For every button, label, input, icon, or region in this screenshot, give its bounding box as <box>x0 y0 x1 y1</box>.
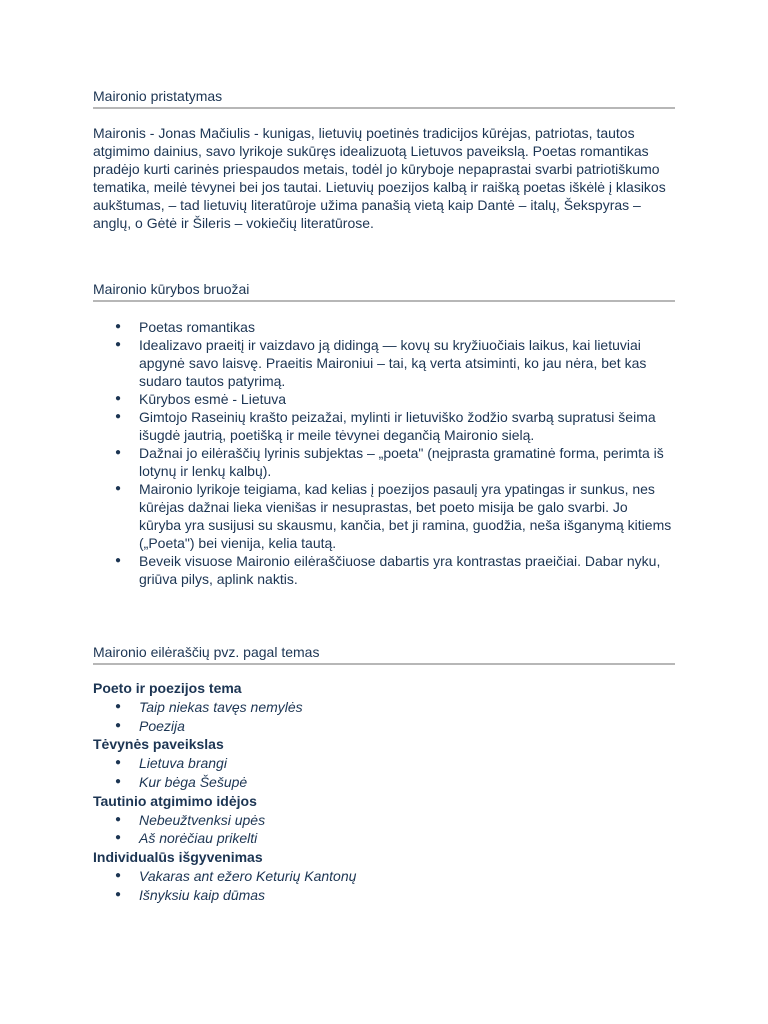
list-item <box>93 390 673 408</box>
themes-list <box>93 679 673 905</box>
bullet-icon: ● <box>115 483 122 494</box>
poem-list <box>93 754 673 792</box>
poem-title: Poezija <box>139 717 185 734</box>
theme-block <box>93 792 673 848</box>
poem-item <box>93 829 673 848</box>
list-item <box>93 552 673 588</box>
poem-title: Išnyksiu kaip dūmas <box>139 886 266 903</box>
list-item <box>93 318 673 336</box>
list-item <box>93 480 673 552</box>
theme-title: Poeto ir poezijos tema <box>93 680 242 696</box>
bullet-icon: ● <box>115 339 122 350</box>
theme-block <box>93 679 673 735</box>
themes-heading: Maironio eilėraščių pvz. pagal temas <box>93 643 675 665</box>
trait-text: Maironio lyrikoje teigiama, kad kelias į poezijos pasaulį yra ypatingas ir sunkus, nes kūrėjas dažnai lieka vienišas ir nesuprastas, bet poeto misija be galo svarbi. Jo kūryba yra susijusi su skausmu, kančia, bet ji ramina, guodžia, neša išganymą kitiems („Poeta") bei vienija, kelia tautą. <box>139 481 672 551</box>
traits-list <box>93 318 673 588</box>
poem-list <box>93 811 673 849</box>
traits-heading: Maironio kūrybos bruožai <box>93 280 675 302</box>
intro-paragraph: Maironis - Jonas Mačiulis - kunigas, lietuvių poetinės tradicijos kūrėjas, patriotas, tautos atgimimo dainius, savo lyrikoje sukūręs idealizuotą Lietuvos paveikslą. Poetas romantikas pradėjo kurti carinės priespaudos metais, todėl jo kūryboje nepaprastai svarbi patriotiškumo tematika, meilė tėvynei bei jos tautai. Lietuvių poezijos kalbą ir raišką poetas iškėlė į klasikos aukštumas, – tad lietuvių literatūroje užima panašią vietą kaip Dantė – italų, Šekspyras – anglų, o Gėtė ir Šileris – vokiečių literatūrose. <box>93 125 666 231</box>
poem-title: Nebeužtvenksi upės <box>139 811 266 828</box>
theme-title: Tautinio atgimimo idėjos <box>93 792 257 809</box>
poem-item <box>93 811 673 830</box>
trait-text: Dažnai jo eilėraščių lyrinis subjektas – „poeta" (neįprasta gramatinė forma, perimta iš lotynų ir lenkų kalbų). <box>139 445 664 479</box>
poem-title: Kur bėga Šešupė <box>139 773 248 790</box>
poem-list <box>93 867 673 905</box>
trait-text: Beveik visuose Maironio eilėraščiuose dabartis yra kontrastas praeičiai. Dabar nyku, griūva pilys, aplink naktis. <box>139 553 661 587</box>
poem-item <box>93 754 673 773</box>
list-item <box>93 444 673 480</box>
bullet-icon: ● <box>115 411 122 422</box>
poem-title: Taip niekas tavęs nemylės <box>139 698 303 715</box>
theme-block <box>93 848 673 904</box>
bullet-icon: ● <box>115 447 122 458</box>
bullet-icon: ● <box>115 775 122 787</box>
trait-text: Kūrybos esmė - Lietuva <box>139 391 287 407</box>
list-item <box>93 336 673 390</box>
list-item <box>93 408 673 444</box>
theme-title: Tėvynės paveikslas <box>93 736 224 753</box>
bullet-icon: ● <box>115 832 122 844</box>
theme-block <box>93 735 673 791</box>
poem-item <box>93 886 673 905</box>
poem-title: Vakaras ant ežero Keturių Kantonų <box>139 867 357 884</box>
bullet-icon: ● <box>115 393 122 404</box>
trait-text: Poetas romantikas <box>139 319 255 335</box>
poem-item <box>93 773 673 792</box>
trait-text: Gimtojo Raseinių krašto peizažai, mylinti ir lietuviško žodžio svarbą supratusi šeima išugdė jautrią, poetišką ir meile tėvynei degančią Maironio sielą. <box>139 409 656 443</box>
poem-list <box>93 698 673 736</box>
poem-title: Lietuva brangi <box>139 755 227 772</box>
bullet-icon: ● <box>115 555 122 566</box>
bullet-icon: ● <box>115 719 122 731</box>
bullet-icon: ● <box>115 321 122 332</box>
bullet-icon: ● <box>115 888 122 900</box>
poem-item <box>93 867 673 886</box>
poem-title: Aš norėčiau prikelti <box>139 830 258 847</box>
intro-heading: Maironio pristatymas <box>93 87 675 109</box>
theme-title: Individualūs išgyvenimas <box>93 849 263 866</box>
poem-item <box>93 698 673 717</box>
poem-item <box>93 717 673 736</box>
bullet-icon: ● <box>115 869 122 881</box>
bullet-icon: ● <box>115 757 122 769</box>
bullet-icon: ● <box>115 813 122 825</box>
bullet-icon: ● <box>115 700 122 712</box>
trait-text: Idealizavo praeitį ir vaizdavo ją didingą — kovų su kryžiuočiais laikus, kai lietuviai apgynė savo laisvę. Praeitis Maironiui – tai, ką verta atsiminti, ko jau nėra, bet kas sudaro tautos patyrimą. <box>139 337 647 389</box>
